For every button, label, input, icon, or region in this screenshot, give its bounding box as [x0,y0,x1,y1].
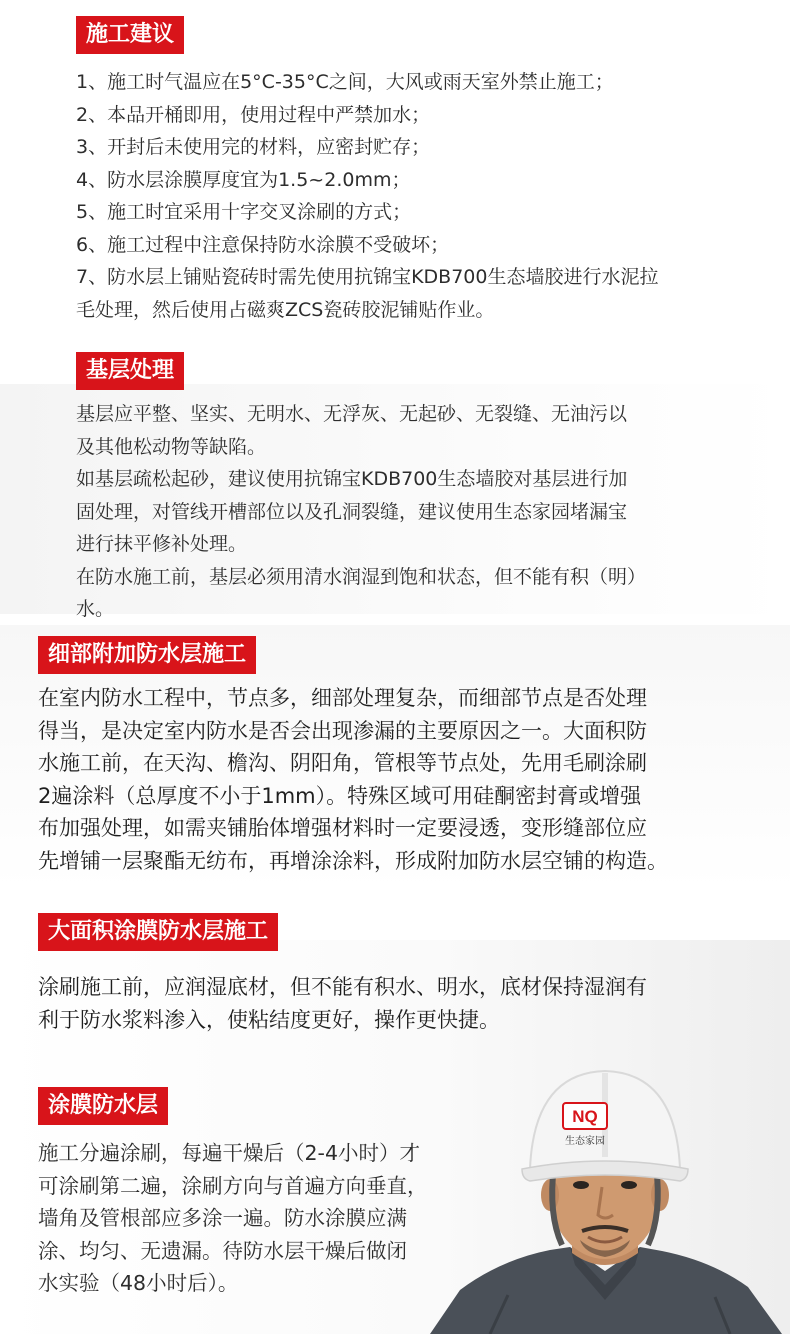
text-line: 得当，是决定室内防水是否会出现渗漏的主要原因之一。大面积防 [38,718,647,743]
section-large-area-coating [38,913,647,1036]
text-line: 2遍涂料（总厚度不小于1mm）。特殊区域可用硅酮密封膏或增强 [38,783,642,808]
text-line: 2、本品开桶即用，使用过程中严禁加水； [76,103,431,126]
text-line: 涂、均匀、无遗漏。待防水层干燥后做闭 [38,1238,407,1263]
text-line: 5、施工时宜采用十字交叉涂刷的方式； [76,201,412,223]
text-line: 施工分遍涂刷，每遍干燥后（2-4小时）才 [38,1141,420,1165]
text-line: 4、防水层涂膜厚度宜为1.5~2.0mm； [76,168,411,191]
text-line: 进行抹平修补处理。 [76,533,248,555]
section-base-treatment [76,352,646,626]
text-line: 基层应平整、坚实、无明水、无浮灰、无起砂、无裂缝、无油污以 [76,403,628,425]
text-line: 利于防水浆料渗入，使粘结度更好，操作更快捷。 [38,1007,500,1032]
section-title: 施工建议 [76,16,184,54]
text-line: 水实验（48小时后）。 [38,1271,239,1295]
text-line: 3、开封后未使用完的材料，应密封贮存； [76,136,431,158]
text-line: 墙角及管根部应多涂一遍。防水涂膜应满 [38,1206,407,1230]
text-line: 先增铺一层聚酯无纺布，再增涂涂料，形成附加防水层空铺的构造。 [38,848,668,873]
text-line: 1、施工时气温应在5°C-35°C之间，大风或雨天室外禁止施工； [76,71,614,93]
text-line: 6、施工过程中注意保持防水涂膜不受破坏； [76,233,450,256]
text-line: 毛处理，然后使用占磁爽ZCS瓷砖胶泥铺贴作业。 [76,298,495,321]
section-coating-layer [38,1087,428,1300]
section-title: 细部附加防水层施工 [38,636,256,674]
text-line: 7、防水层上铺贴瓷砖时需先使用抗锦宝KDB700生态墙胶进行水泥拉 [76,266,659,288]
text-line: 如基层疏松起砂，建议使用抗锦宝KDB700生态墙胶对基层进行加 [76,468,628,490]
text-line: 布加强处理，如需夹铺胎体增强材料时一定要浸透，变形缝部位应 [38,816,647,840]
text-line: 涂刷施工前，应润湿底材，但不能有积水、明水，底材保持湿润有 [38,975,647,999]
section-title: 基层处理 [76,352,184,390]
section-title: 大面积涂膜防水层施工 [38,913,278,951]
section-detail-waterproof [38,636,668,877]
text-line: 水。 [76,598,115,620]
text-line: 固处理，对管线开槽部位以及孔洞裂缝，建议使用生态家园堵漏宝 [76,500,628,523]
section-title: 涂膜防水层 [38,1087,168,1125]
section-construction-advice [76,16,658,326]
text-line: 在室内防水工程中，节点多，细部处理复杂，而细部节点是否处理 [38,686,647,710]
text-line: 在防水施工前，基层必须用清水润湿到饱和状态，但不能有积（明） [76,565,647,588]
text-line: 可涂刷第二遍，涂刷方向与首遍方向垂直， [38,1173,428,1198]
worker-illustration [430,1065,790,1334]
text-line: 水施工前，在天沟、檐沟、阴阳角，管根等节点处，先用毛刷涂刷 [38,751,647,775]
text-line: 及其他松动物等缺陷。 [76,435,267,458]
helmet-brand-text: 生态家园 [565,1136,605,1147]
helmet-logo: NQ [572,1107,598,1126]
